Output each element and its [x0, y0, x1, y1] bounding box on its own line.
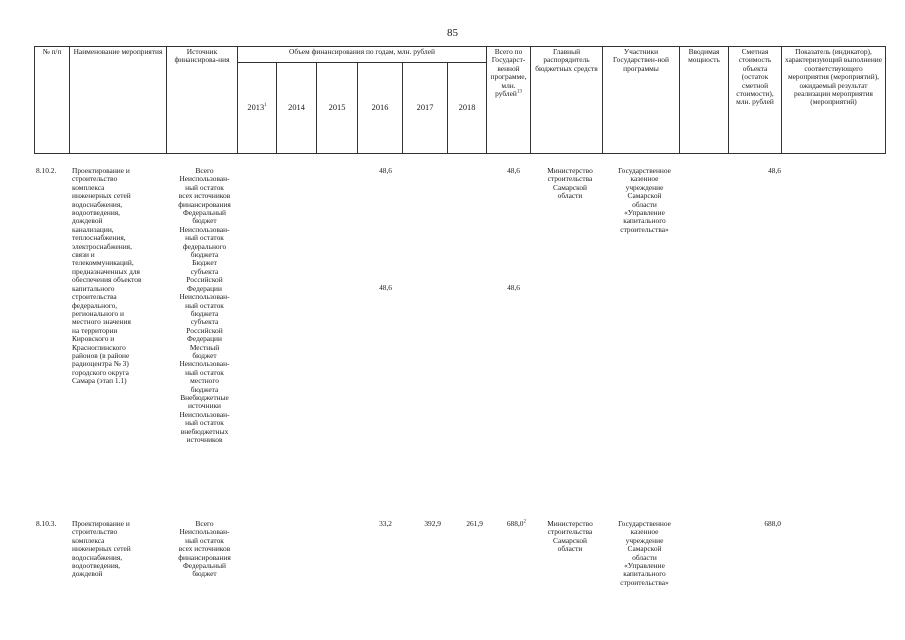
header-indicator: Показатель (индикатор), характеризующий выполнение соответствующего мероприятия (мероприятий), ожидаемый результат реализации мероприятия (мероприятий): [782, 47, 886, 154]
text-line: «Управление: [624, 561, 665, 571]
text-line: Красноглинского: [72, 342, 126, 352]
row-participants: [606, 167, 683, 234]
text-line: электроснабжения,: [72, 241, 132, 251]
row-2016-region: 48,6: [379, 283, 392, 292]
text-line: комплекса: [72, 535, 105, 545]
text-line: канализации,: [72, 224, 114, 234]
text-line: Бюджет: [192, 258, 217, 268]
text-line: предназначенных для: [72, 266, 140, 276]
text-line: Неиспользован-: [179, 174, 230, 184]
text-line: Местный: [189, 342, 220, 352]
header-year-2015: 2015: [317, 63, 358, 154]
text-line: ный остаток: [185, 233, 224, 243]
text-line: Самарской: [627, 544, 662, 554]
header-source: Источник финансирова-ния: [167, 47, 238, 154]
row-total: 688,0$^2$: [506, 519, 526, 528]
row-2017: 392,9: [424, 519, 441, 528]
header-year-2013: 2013$^1$: [238, 63, 277, 154]
text-line: Неиспользован-: [179, 359, 230, 369]
text-line: Российской: [186, 325, 223, 335]
text-line: финансирования: [178, 552, 231, 562]
text-line: области: [632, 199, 657, 209]
text-line: капитального: [72, 283, 115, 293]
row-manager: [534, 167, 606, 201]
text-line: федерального: [182, 241, 227, 251]
text-line: строительство: [72, 527, 118, 537]
text-line: бюджета: [190, 250, 219, 260]
text-line: Внебюджетные: [180, 392, 229, 402]
text-line: Федеральный: [182, 208, 227, 218]
text-line: обеспечения объектов: [72, 275, 142, 285]
text-line: Самарской: [553, 535, 587, 545]
text-line: Федерации: [187, 283, 222, 293]
header-name: Наименование мероприятия: [70, 47, 167, 154]
text-line: субъекта: [190, 266, 219, 276]
row-name: [72, 520, 169, 579]
text-line: Неиспользован-: [179, 527, 230, 537]
text-line: Всего: [195, 166, 214, 175]
text-line: строительства: [72, 292, 117, 302]
text-line: Министерство: [547, 519, 593, 528]
text-line: Кировского и: [72, 334, 115, 344]
text-line: строительства»: [620, 577, 669, 587]
text-line: Российской: [186, 275, 223, 285]
text-line: ный остаток: [185, 300, 224, 310]
row-2016-total: 48,6: [379, 166, 392, 175]
row-estimate: 688,0: [764, 519, 781, 528]
row-2018: 261,9: [466, 519, 483, 528]
header-capacity: Вводимая мощность: [680, 47, 729, 154]
text-line: всех источников: [178, 544, 231, 554]
text-line: всех источников: [178, 191, 231, 201]
text-line: водоотведения,: [72, 561, 121, 571]
text-line: водоснабжения,: [72, 199, 123, 209]
row-total-all: 48,6: [507, 166, 520, 175]
row-participants: [606, 520, 683, 587]
text-line: области: [557, 544, 583, 554]
text-line: ный остаток: [185, 535, 224, 545]
text-line: местного: [190, 376, 219, 386]
text-line: ный остаток: [185, 418, 224, 428]
header-year-2014: 2014: [277, 63, 317, 154]
text-line: дождевой: [72, 569, 103, 579]
row-source: [166, 167, 243, 444]
text-line: бюджета: [190, 308, 219, 318]
text-line: бюджет: [192, 350, 217, 360]
text-line: казенное: [630, 527, 659, 537]
text-line: Всего: [195, 519, 214, 528]
text-line: бюджет: [192, 569, 217, 579]
text-line: федерального,: [72, 300, 118, 310]
text-line: «Управление: [624, 208, 665, 218]
text-line: Государственное: [618, 166, 671, 175]
text-line: источников: [186, 435, 223, 444]
text-line: казенное: [630, 174, 659, 184]
text-line: регионального и: [72, 308, 125, 318]
text-line: водоотведения,: [72, 208, 121, 218]
text-line: области: [632, 552, 657, 562]
text-line: телекоммуникаций,: [72, 258, 134, 268]
text-line: Федеральный: [182, 561, 227, 571]
text-line: радиоцентра № 3): [72, 359, 129, 369]
text-line: Неиспользован-: [179, 292, 230, 302]
header-volume: Объем финансирования по годам, млн. рублей: [238, 47, 487, 63]
header-year-2018: 2018: [448, 63, 487, 154]
text-line: ный остаток: [185, 367, 224, 377]
row-total-region: 48,6: [507, 283, 520, 292]
text-line: строительства»: [620, 224, 669, 234]
text-line: теплоснабжения,: [72, 233, 126, 243]
text-line: на территории: [72, 325, 118, 335]
page-number: 85: [447, 27, 458, 39]
text-line: дождевой: [72, 216, 103, 226]
text-line: Неиспользован-: [179, 409, 230, 419]
text-line: строительства: [547, 174, 593, 184]
text-line: Министерство: [547, 166, 593, 175]
text-line: водоснабжения,: [72, 552, 123, 562]
text-line: Самара (этап 1.1): [72, 376, 127, 386]
text-line: финансирования: [178, 199, 231, 209]
header-num: № п/п: [35, 47, 70, 154]
text-line: Федерации: [187, 334, 222, 344]
text-line: Проектирование и: [72, 166, 130, 175]
row-2016: 33,2: [379, 519, 392, 528]
row-num: 8.10.2.: [36, 166, 57, 175]
row-manager: [534, 520, 606, 554]
text-line: Самарской: [553, 182, 587, 192]
text-line: бюджета: [190, 384, 219, 394]
text-line: Неиспользован-: [179, 224, 230, 234]
text-line: ный остаток: [185, 182, 224, 192]
header-total: Всего по Государст-венной программе, млн. рублей$^{13}$: [487, 47, 531, 154]
text-line: Самарской: [627, 191, 662, 201]
text-line: Проектирование и: [72, 519, 130, 528]
text-line: капитального: [623, 569, 666, 579]
header-manager: Главный распорядитель бюджетных средств: [531, 47, 603, 154]
header-participants: Участники Государствен-ной программы: [603, 47, 680, 154]
text-line: бюджет: [192, 216, 217, 226]
text-line: субъекта: [190, 317, 219, 327]
text-line: комплекса: [72, 182, 105, 192]
text-line: связи и: [72, 250, 95, 260]
row-num: 8.10.3.: [36, 519, 57, 528]
header-estimate: Сметная стоимость объекта (остаток сметной стоимости), млн. рублей: [729, 47, 782, 154]
text-line: капитального: [623, 216, 666, 226]
text-line: источники: [187, 401, 222, 411]
text-line: учреждение: [625, 182, 664, 192]
text-line: внебюджетных: [180, 426, 229, 436]
row-estimate: 48,6: [768, 166, 781, 175]
text-line: учреждение: [625, 535, 664, 545]
row-name: [72, 167, 169, 386]
text-line: инженерных сетей: [72, 191, 131, 201]
header-year-2017: 2017: [403, 63, 448, 154]
text-line: Государственное: [618, 519, 671, 528]
table-header: [34, 46, 886, 154]
header-year-2016: 2016: [358, 63, 403, 154]
text-line: городского округа: [72, 367, 129, 377]
text-line: инженерных сетей: [72, 544, 131, 554]
text-line: местного значения: [72, 317, 131, 327]
row-source: [166, 520, 243, 579]
text-line: районов (в районе: [72, 350, 130, 360]
text-line: области: [557, 191, 583, 201]
text-line: строительства: [547, 527, 593, 537]
text-line: строительство: [72, 174, 118, 184]
